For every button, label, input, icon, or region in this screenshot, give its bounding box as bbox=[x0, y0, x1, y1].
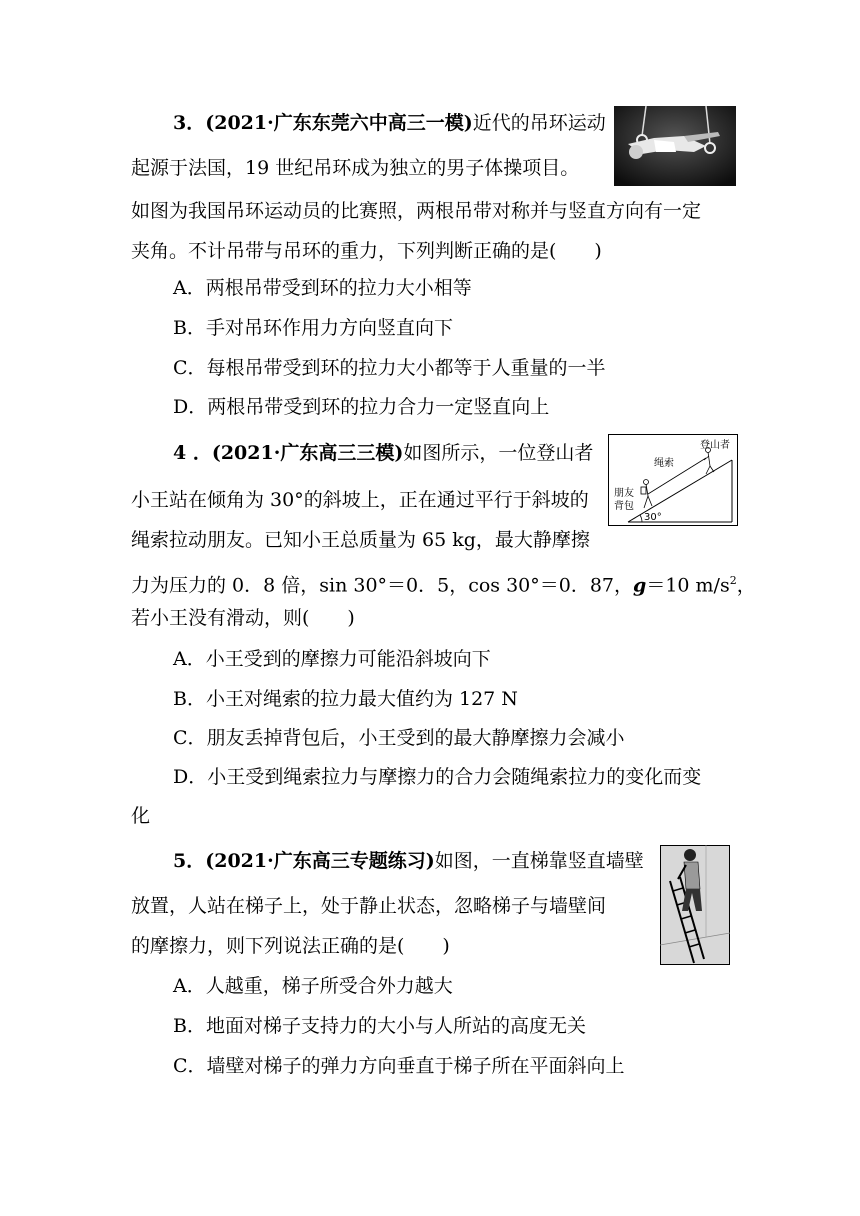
q4-text-4: 力为压力的 0．8 倍，sin 30°＝0．5，cos 30°＝0．87， bbox=[131, 574, 634, 597]
q3-line-4: 夹角。不计吊带与吊环的重力，下列判断正确的是( ) bbox=[131, 240, 602, 262]
q3-line-1 bbox=[173, 110, 606, 136]
q4-line-5: 若小王没有滑动，则( ) bbox=[131, 607, 355, 629]
q4-option-c: C．朋友丢掉背包后，小王受到的最大静摩擦力会减小 bbox=[173, 727, 625, 749]
label-angle: 30° bbox=[644, 512, 662, 523]
q5-option-b: B．地面对梯子支持力的大小与人所站的高度无关 bbox=[173, 1015, 586, 1037]
q5-line-1 bbox=[173, 848, 644, 874]
q4-line-4 bbox=[131, 568, 756, 598]
label-climber: 登山者 bbox=[700, 440, 730, 451]
q4-line-2: 小王站在倾角为 30°的斜坡上，正在通过平行于斜坡的 bbox=[131, 489, 589, 511]
q4-g-exponent: 2 bbox=[729, 574, 737, 587]
q4-text-1: 如图所示，一位登山者 bbox=[403, 442, 594, 464]
q4-line-3: 绳索拉动朋友。已知小王总质量为 65 kg，最大静摩擦 bbox=[131, 529, 590, 551]
label-rope: 绳索 bbox=[654, 458, 674, 469]
q5-source: (2021·广东高三专题练习) bbox=[205, 850, 435, 872]
q4-option-d-cont: 化 bbox=[131, 805, 151, 827]
q3-text-1: 近代的吊环运动 bbox=[472, 112, 606, 134]
q5-number: 5． bbox=[173, 850, 206, 872]
q4-g-value: ＝10 m/s bbox=[646, 574, 730, 597]
q3-line-3: 如图为我国吊环运动员的比赛照，两根吊带对称并与竖直方向有一定 bbox=[131, 200, 702, 222]
q5-line-2: 放置，人站在梯子上，处于静止状态，忽略梯子与墙壁间 bbox=[131, 895, 607, 917]
q3-source: (2021·广东东莞六中高三一模) bbox=[205, 112, 473, 134]
ladder-wall-figure bbox=[660, 845, 730, 965]
q5-text-1: 如图，一直梯靠竖直墙壁 bbox=[434, 850, 644, 872]
q4-line-1 bbox=[173, 440, 593, 466]
q5-line-3: 的摩擦力，则下列说法正确的是( ) bbox=[131, 935, 450, 957]
q3-option-d: D．两根吊带受到环的拉力合力一定竖直向上 bbox=[173, 396, 550, 418]
label-backpack: 背包 bbox=[614, 501, 634, 512]
q3-number: 3． bbox=[173, 112, 206, 134]
slope-climber-diagram bbox=[608, 434, 738, 526]
q3-option-b: B．手对吊环作用力方向竖直向下 bbox=[173, 317, 453, 339]
q5-option-a: A．人越重，梯子所受合外力越大 bbox=[173, 975, 453, 997]
q3-option-c: C．每根吊带受到环的拉力大小都等于人重量的一半 bbox=[173, 357, 606, 379]
q4-number: 4 ． bbox=[173, 442, 212, 464]
q4-g-symbol: g bbox=[633, 574, 647, 597]
q3-option-a: A．两根吊带受到环的拉力大小相等 bbox=[173, 277, 472, 299]
q3-line-2: 起源于法国，19 世纪吊环成为独立的男子体操项目。 bbox=[131, 157, 580, 179]
gymnast-rings-photo bbox=[614, 106, 736, 186]
label-friend: 朋友 bbox=[614, 488, 634, 499]
q4-source: (2021·广东高三三模) bbox=[211, 442, 404, 464]
q5-option-c: C．墙壁对梯子的弹力方向垂直于梯子所在平面斜向上 bbox=[173, 1055, 625, 1077]
q4-option-a: A．小王受到的摩擦力可能沿斜坡向下 bbox=[173, 648, 491, 670]
q4-g-tail: ， bbox=[736, 574, 756, 597]
q4-option-d: D．小王受到绳索拉力与摩擦力的合力会随绳索拉力的变化而变 bbox=[173, 766, 702, 788]
q4-option-b: B．小王对绳索的拉力最大值约为 127 N bbox=[173, 688, 518, 710]
